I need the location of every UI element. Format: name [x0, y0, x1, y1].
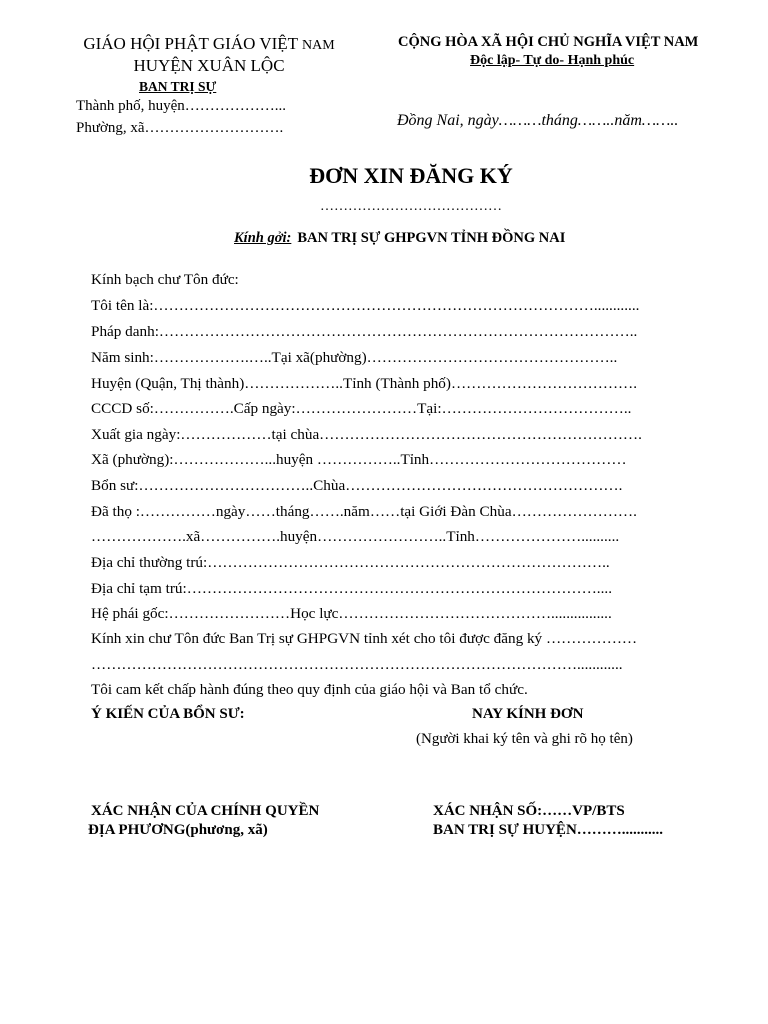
applicant-heading: NAY KÍNH ĐƠN	[472, 706, 584, 722]
local-gov-confirmation-line2: ĐỊA PHƯƠNG(phương, xã)	[88, 822, 268, 838]
field-temporary-address: Địa chỉ tạm trú:………………………………………………………………………....	[91, 580, 612, 597]
org-name-line2: HUYỆN XUÂN LỘC	[133, 56, 285, 75]
ward-field: Phường, xã……………………….	[76, 120, 284, 136]
bts-confirmation-line2: BAN TRỊ SỰ HUYỆN………...........	[433, 822, 664, 838]
field-sect-education: Hệ phái gốc:……………………Học lực……………………………………................	[91, 605, 612, 622]
field-precepts: Đã thọ :……………ngày……tháng…….năm……tại Giới Đàn Chùa…………………….	[91, 503, 637, 520]
recipient-value: BAN TRỊ SỰ GHPGVN TỈNH ĐỒNG NAI	[297, 230, 566, 246]
request-line: Kính xin chư Tôn đức Ban Trị sự GHPGVN tỉnh xét cho tôi được đăng ký ………………	[91, 630, 638, 647]
date-line: Đồng Nai, ngày………tháng……..năm……..	[397, 112, 679, 129]
salutation-line: Kính bạch chư Tôn đức:	[91, 271, 239, 288]
org-name-line1-main: GIÁO HỘI PHẬT GIÁO VIỆT	[83, 34, 298, 53]
request-continuation: ……………………………………………………………………………………............	[91, 656, 623, 673]
local-gov-confirmation-line1: XÁC NHẬN CỦA CHÍNH QUYỀN	[91, 803, 320, 819]
document-title: ĐƠN XIN ĐĂNG KÝ	[309, 163, 513, 188]
org-name-line3: BAN TRỊ SỰ	[139, 79, 217, 94]
field-district: Huyện (Quận, Thị thành)………………..Tỉnh (Thành phố)……………………………….	[91, 375, 637, 392]
org-name-line1-small: NAM	[301, 38, 335, 53]
applicant-sign-note: (Người khai ký tên và ghi rõ họ tên)	[416, 731, 633, 747]
org-name-line1	[0, 34, 418, 54]
recipient-label: Kính gởi:	[234, 230, 292, 246]
commitment-line: Tôi cam kết chấp hành đúng theo quy định của giáo hội và Ban tổ chức.	[91, 681, 528, 698]
master-opinion-heading: Ý KIẾN CỦA BỔN SƯ:	[91, 706, 245, 722]
field-precepts-location: ……………….xã…………….huyện……………………..Tỉnh…………………..........	[91, 528, 620, 545]
city-field: Thành phố, huyện………………...	[76, 98, 286, 114]
document-subtitle-dots: …………………………………	[320, 199, 502, 214]
recipient-line	[234, 230, 565, 247]
field-ordination-date: Xuất gia ngày:………………tại chùa……………………………………………………….	[91, 426, 642, 443]
field-dharma-name: Pháp danh:…………………………………………………………………………………..	[91, 323, 638, 340]
field-master: Bổn sư:……………………………..Chùa……………………………………………….	[91, 477, 623, 494]
field-id-card: CCCD số:…………….Cấp ngày:……………………Tại:………………………………..	[91, 400, 632, 417]
field-permanent-address: Địa chỉ thường trú:……………………………………………………………………..	[91, 554, 610, 571]
field-name: Tôi tên là:……………………………………………………………………………............	[91, 297, 640, 314]
nation-motto: Độc lập- Tự do- Hạnh phúc	[470, 53, 635, 68]
field-commune: Xã (phường):………………...huyện ……………..Tỉnh…………………………………	[91, 451, 627, 468]
bts-confirmation-line1: XÁC NHẬN SỐ:……VP/BTS	[433, 803, 625, 819]
field-birth-year: Năm sinh:……………….…..Tại xã(phường)…………………………………………..	[91, 349, 618, 366]
nation-title: CỘNG HÒA XÃ HỘI CHỦ NGHĨA VIỆT NAM	[398, 34, 699, 50]
